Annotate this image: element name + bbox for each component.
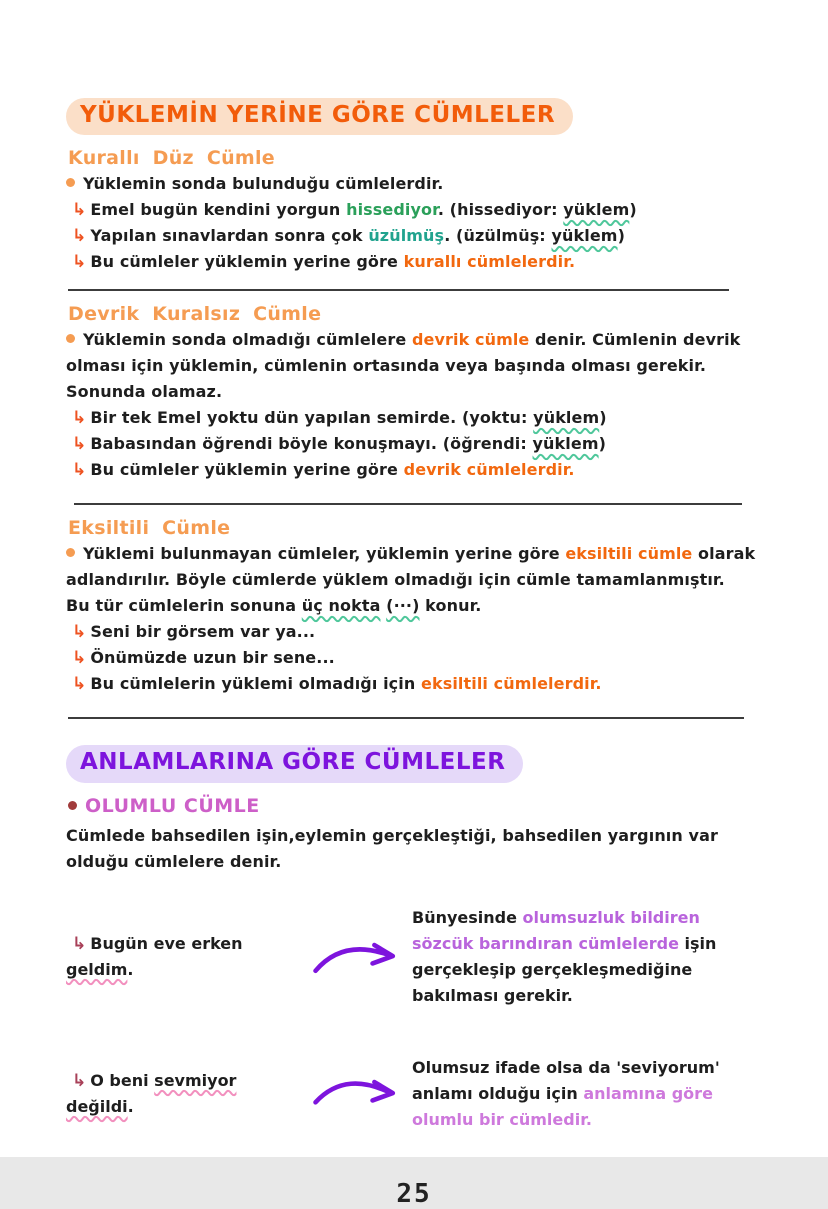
- example-text: Bir tek Emel yoktu dün yapılan semirde. (yoktu:: [90, 408, 534, 428]
- eksiltili-definition: [66, 541, 762, 593]
- subheading-kuralli: Kurallı Düz Cümle: [68, 147, 275, 170]
- curved-arrow-icon: [308, 1071, 404, 1117]
- example-text: Önümüzde uzun bir sene...: [90, 648, 335, 668]
- eksiltili-example-2: [66, 645, 762, 671]
- bullet-icon: [66, 334, 75, 343]
- example-text: ): [599, 408, 607, 428]
- predicate-word: hissediyor: [346, 200, 438, 220]
- term-yuklem: yüklem: [533, 408, 600, 428]
- example-sentence: [66, 931, 308, 983]
- conclusion-text: Bu cümleler yüklemin yerine göre: [90, 252, 404, 272]
- conclusion-text: Bu cümleler yüklemin yerine göre: [90, 460, 404, 480]
- bullet-icon: [66, 548, 75, 557]
- eksiltili-conclusion: [66, 671, 762, 697]
- definition-text: denir. Cümlenin devrik olması için yüklemin, cümlenin ortasında veya başında olması gerekir. Sonunda olamaz.: [66, 330, 741, 402]
- definition-text: Yüklemi bulunmayan cümleler, yüklemin yerine göre: [83, 544, 566, 564]
- conclusion-emphasis: eksiltili cümlelerdir.: [421, 674, 602, 694]
- kuralli-definition-line: [66, 171, 762, 197]
- olumlu-example-row-2: [66, 1055, 762, 1133]
- page-number: 25: [396, 1178, 432, 1209]
- olumlu-heading-line: [68, 793, 762, 819]
- example-text: . (üzülmüş:: [444, 226, 552, 246]
- term-yuklem: yüklem: [551, 226, 618, 246]
- bullet-icon: [66, 178, 75, 187]
- conclusion-emphasis: kurallı cümlelerdir.: [403, 252, 576, 272]
- example-text: Yapılan sınavlardan sonra çok: [90, 226, 369, 246]
- example-text: Seni bir görsem var ya...: [90, 622, 316, 642]
- definition-text: olarak adlandırılır. Böyle cümlerde yüklem olmadığı için cümle tamamlanmıştır.: [66, 544, 756, 590]
- example-text: .: [127, 959, 134, 979]
- olumlu-example-row-1: [66, 905, 762, 1009]
- bullet-icon: [68, 801, 77, 810]
- example-explanation: [412, 905, 764, 1009]
- example-explanation: [412, 1055, 764, 1133]
- branch-arrow-icon: ↳: [72, 252, 87, 273]
- note-text: Bu tür cümlelerin sonuna: [66, 596, 302, 616]
- conclusion-text: Bu cümlelerin yüklemi olmadığı için: [90, 674, 421, 694]
- curved-arrow-icon: [308, 934, 404, 980]
- olumlu-definition: Cümlede bahsedilen işin,eylemin gerçekleştiği, bahsedilen yargının var olduğu cümlelere denir.: [66, 825, 718, 871]
- explanation-text: Bünyesinde: [412, 907, 523, 927]
- explanation-emphasis: anlamına göre olumlu bir cümledir.: [412, 1083, 713, 1129]
- example-text: . (hissediyor:: [437, 200, 564, 220]
- note-underlined: üç nokta: [301, 596, 381, 616]
- kuralli-example-2: [66, 223, 762, 249]
- branch-arrow-icon: ↳: [72, 648, 87, 669]
- subheading-devrik: Devrik Kuralsız Cümle: [68, 303, 322, 326]
- definition-emphasis: devrik cümle: [411, 330, 530, 350]
- explanation-text: Olumsuz ifade olsa da 'seviyorum' anlamı olduğu için: [412, 1057, 720, 1103]
- conclusion-emphasis: devrik cümlelerdir.: [403, 460, 575, 480]
- branch-arrow-icon: ↳: [72, 460, 87, 481]
- predicate-word: üzülmüş: [368, 226, 445, 246]
- branch-arrow-icon: ↳: [72, 408, 87, 429]
- example-text: Bugün eve erken: [90, 933, 243, 953]
- example-text: ): [629, 200, 637, 220]
- devrik-definition: [66, 327, 762, 405]
- kuralli-conclusion: [66, 249, 762, 275]
- marked-word: değildi: [66, 1096, 128, 1116]
- example-text: .: [127, 1096, 134, 1116]
- branch-arrow-icon: ↳: [72, 622, 87, 643]
- subheading-olumlu: OLUMLU CÜMLE: [85, 794, 260, 817]
- branch-arrow-icon: ↳: [72, 1070, 87, 1091]
- section-divider: [68, 289, 729, 291]
- explanation-emphasis: olumsuzluk bildiren sözcük barındıran cümlelerde: [412, 907, 700, 953]
- subheading-eksiltili: Eksiltili Cümle: [68, 517, 231, 540]
- term-yuklem: yüklem: [563, 200, 630, 220]
- branch-arrow-icon: ↳: [72, 434, 87, 455]
- example-text: ): [598, 434, 607, 454]
- section-divider: [74, 503, 742, 505]
- marked-word: sevmiyor: [154, 1070, 237, 1090]
- example-text: ): [617, 226, 625, 246]
- eksiltili-note: [66, 593, 762, 619]
- definition-text: Yüklemin sonda olmadığı cümlelere: [83, 330, 412, 350]
- section-title-meaning: ANLAMLARINA GÖRE CÜMLELER: [66, 745, 523, 782]
- definition-emphasis: eksiltili cümle: [565, 544, 693, 564]
- section-title-predicate-order: YÜKLEMİN YERİNE GÖRE CÜMLELER: [66, 98, 573, 135]
- devrik-example-1: [66, 405, 762, 431]
- example-sentence: [66, 1068, 308, 1120]
- branch-arrow-icon: ↳: [72, 200, 87, 221]
- branch-arrow-icon: ↳: [72, 674, 87, 695]
- eksiltili-example-1: [66, 619, 762, 645]
- example-text: Emel bugün kendini yorgun: [90, 200, 347, 220]
- term-yuklem: yüklem: [532, 434, 599, 454]
- section-divider: [68, 717, 744, 719]
- explanation-text: işin gerçekleşip gerçekleşmediğine bakılması gerekir.: [412, 933, 717, 1005]
- kuralli-example-1: [66, 197, 762, 223]
- example-text: Babasından öğrendi böyle konuşmayı. (öğrendi:: [90, 434, 533, 454]
- example-text: O beni: [90, 1070, 155, 1090]
- marked-word: geldim: [66, 959, 128, 979]
- note-text: konur.: [419, 596, 482, 616]
- devrik-conclusion: [66, 457, 762, 483]
- branch-arrow-icon: ↳: [72, 226, 87, 247]
- kuralli-definition: Yüklemin sonda bulunduğu cümlelerdir.: [83, 174, 444, 194]
- devrik-example-2: [66, 431, 762, 457]
- branch-arrow-icon: ↳: [72, 933, 87, 954]
- ellipsis-symbol: (···): [386, 596, 420, 616]
